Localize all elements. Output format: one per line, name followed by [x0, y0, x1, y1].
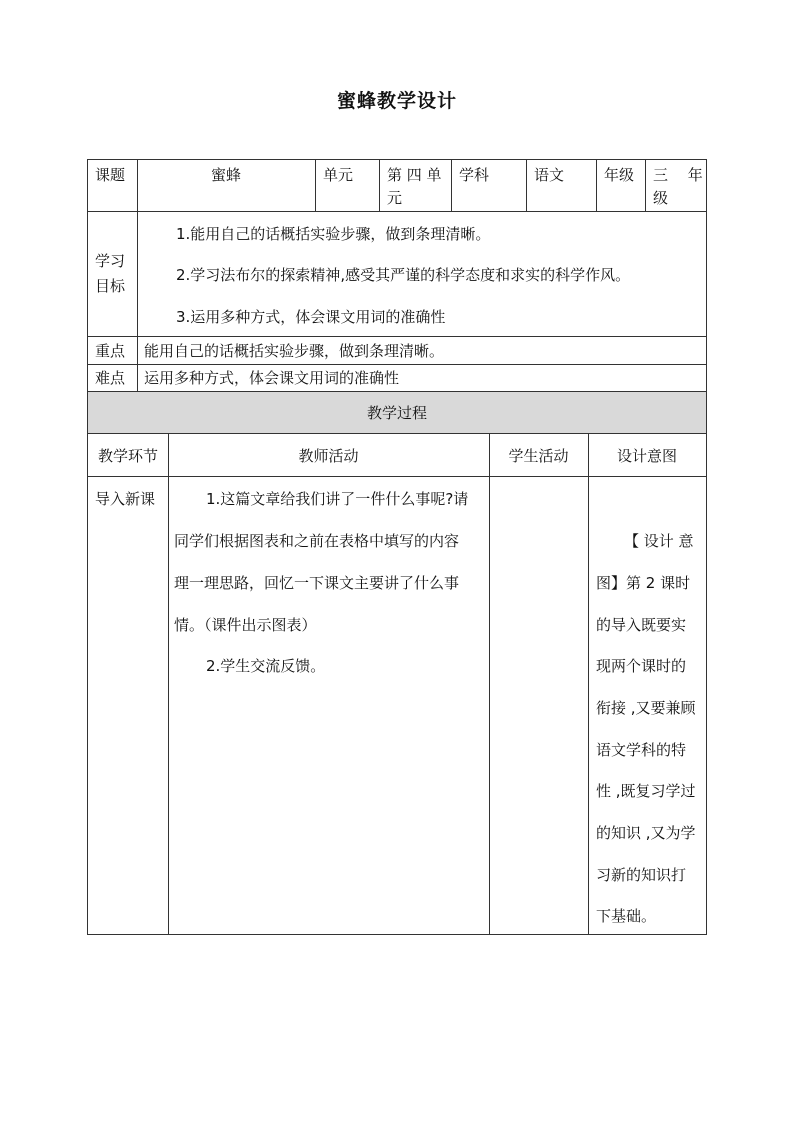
key-point-value: 能用自己的话概括实验步骤，做到条理清晰。: [144, 342, 445, 360]
objective-item: 3.运用多种方式，体会课文用词的准确性: [176, 308, 446, 326]
unit-value-line1: 第 四 单: [387, 166, 442, 184]
intent-line: 的知识 ,又为学: [596, 824, 696, 842]
grade-value-line2: 级: [653, 189, 669, 207]
col-divider: [315, 160, 316, 211]
row-divider: [88, 211, 706, 212]
stage-cell: 导入新课: [95, 490, 156, 508]
column-header-intent: 设计意图: [616, 447, 677, 465]
intent-line: 现两个课时的: [596, 657, 687, 675]
col-divider: [379, 160, 380, 211]
key-point-label: 重点: [95, 342, 126, 360]
teacher-line: 1.这篇文章给我们讲了一件什么事呢?请: [206, 490, 469, 508]
teacher-line: 同学们根据图表和之前在表格中填写的内容: [174, 532, 460, 550]
intent-line: 的导入既要实: [596, 616, 687, 634]
teacher-line: 2.学生交流反馈。: [206, 657, 326, 675]
objectives-label-line1: 学习: [95, 252, 126, 270]
intent-line: 衔接 ,又要兼顾: [596, 699, 696, 717]
col-divider: [451, 160, 452, 211]
col-divider: [596, 160, 597, 211]
topic-value: 蜜蜂: [210, 166, 241, 184]
intent-line: 性 ,既复习学过: [596, 782, 696, 800]
objective-item: 1.能用自己的话概括实验步骤，做到条理清晰。: [176, 225, 491, 243]
row-divider: [88, 364, 706, 365]
grade-label: 年级: [604, 166, 635, 184]
difficulty-label: 难点: [95, 369, 126, 387]
column-header-stage: 教学环节: [97, 447, 158, 465]
col-divider: [489, 434, 490, 934]
teacher-line: 情。（课件出示图表）: [174, 616, 317, 634]
intent-line: 图】第 2 课时: [596, 574, 691, 592]
unit-label: 单元: [323, 166, 354, 184]
teacher-line: 理一理思路，回忆一下课文主要讲了什么事: [174, 574, 460, 592]
col-divider: [588, 434, 589, 934]
intent-line: 【 设计 意: [624, 532, 694, 550]
column-header-student: 学生活动: [508, 447, 569, 465]
row-divider: [88, 476, 706, 477]
col-divider: [645, 160, 646, 211]
row-divider: [88, 336, 706, 337]
intent-line: 下基础。: [596, 907, 657, 925]
difficulty-value: 运用多种方式，体会课文用词的准确性: [144, 369, 400, 387]
column-header-teacher: 教师活动: [298, 447, 359, 465]
topic-label: 课题: [95, 166, 126, 184]
process-heading: 教学过程: [366, 404, 427, 422]
subject-label: 学科: [459, 166, 490, 184]
document-title: 蜜蜂教学设计: [336, 90, 457, 112]
intent-line: 习新的知识打: [596, 866, 687, 884]
process-heading-row: [87, 391, 707, 434]
grade-value-line1: 三 年: [653, 166, 703, 184]
col-divider: [168, 434, 169, 934]
process-table: [87, 433, 707, 935]
objective-item: 2.学习法布尔的探索精神,感受其严谨的科学态度和求实的科学作风。: [176, 266, 631, 284]
col-divider: [137, 211, 138, 391]
intent-line: 语文学科的特: [596, 741, 687, 759]
col-divider: [526, 160, 527, 211]
unit-value-line2: 元: [387, 189, 403, 207]
objectives-label-line2: 目标: [95, 277, 126, 295]
subject-value: 语文: [534, 166, 565, 184]
info-table: [87, 159, 707, 392]
